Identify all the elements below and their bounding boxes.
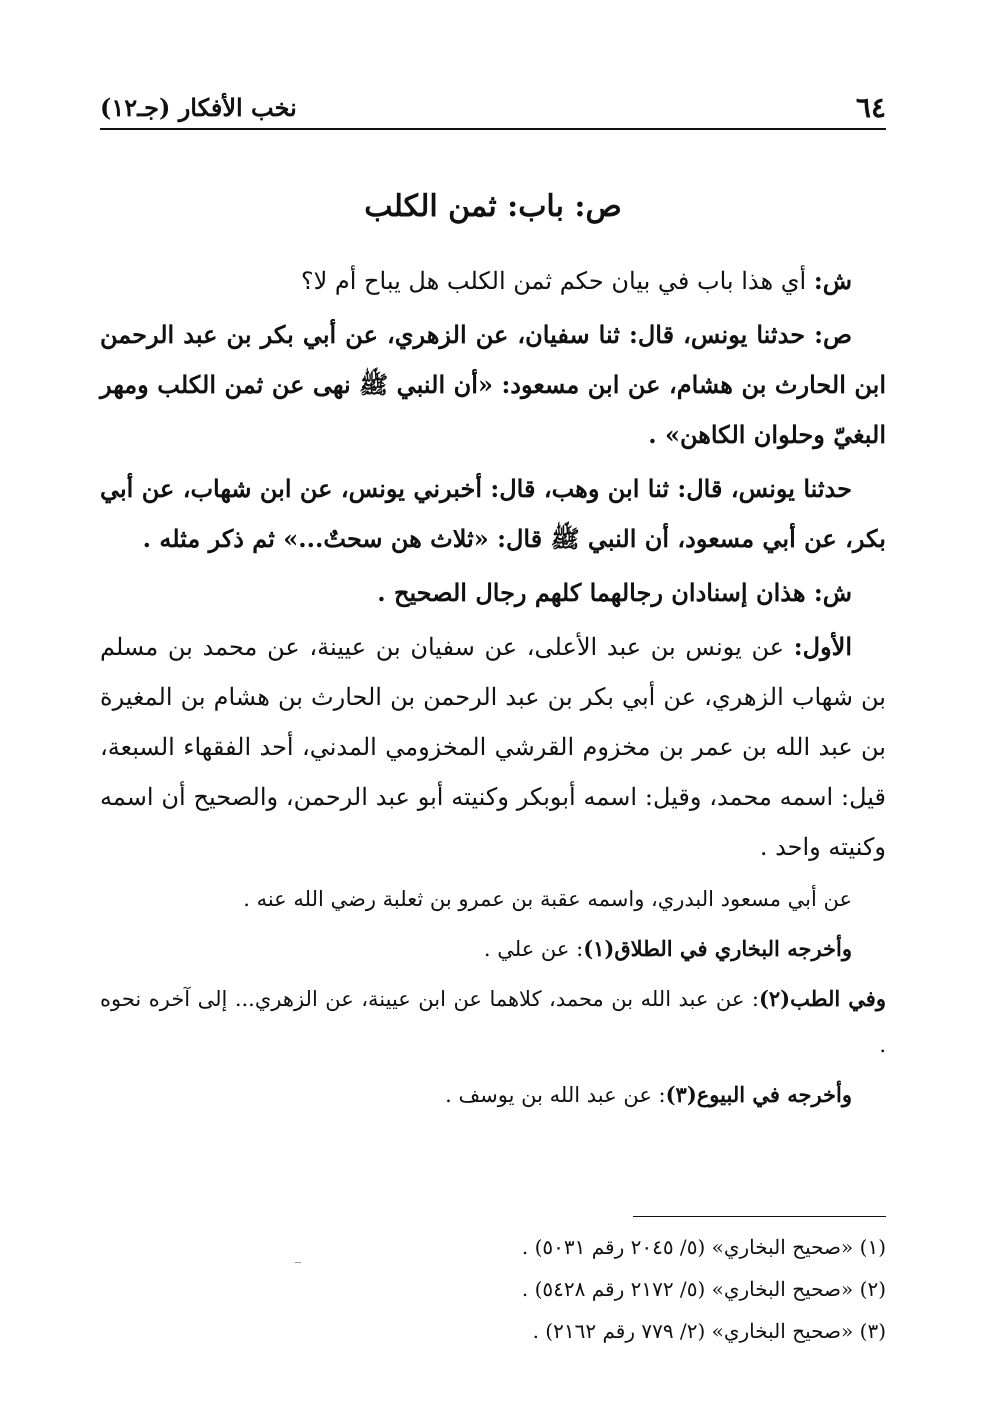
paragraph: [100, 464, 886, 564]
paragraph-text: عن يونس بن عبد الأعلى، عن سفيان بن عيينة، عن محمد بن مسلم بن شهاب الزهري، عن أبي بكر بن عبد الرحمن بن الحارث بن هشام بن المغيرة بن عبد الله بن عمر بن مخزوم القرشي المخزومي المدني، أحد الفقهاء السبعة، قيل: اسمه محمد، وقيل: اسمه أبوبكر وكنيته أبو عبد الرحمن، والصحيح أن اسمه وكنيته واحد .: [100, 633, 886, 861]
paragraph: [100, 876, 886, 922]
paragraph: [100, 256, 886, 306]
page-header: [100, 88, 886, 130]
running-title: نخب الأفكار (جـ١٢): [100, 93, 297, 122]
paragraph: [100, 622, 886, 872]
paragraph-lead: ص:: [814, 320, 852, 349]
paragraph-text: أي هذا باب في بيان حكم ثمن الكلب هل يباح أم لا؟: [300, 267, 814, 295]
paragraph-text: حدثنا يونس، قال: ثنا سفيان، عن الزهري، عن أبي بكر بن عبد الرحمن ابن الحارث بن هشام، عن ابن مسعود: «أن النبي ﷺ نهى عن ثمن الكلب ومهر البغيّ وحلوان الكاهن» .: [100, 320, 886, 449]
paragraph-lead: ش:: [813, 578, 852, 607]
body-text: [100, 256, 886, 1122]
paragraph: [100, 976, 886, 1068]
paragraph-text: : عن عبد الله بن محمد، كلاهما عن ابن عيينة، عن الزهري... إلى آخره نحوه .: [100, 987, 886, 1057]
paragraph-text: : عن عبد الله بن يوسف .: [445, 1083, 666, 1107]
paragraph: [100, 310, 886, 460]
paragraph-lead: الأول:: [793, 632, 852, 661]
page-number: ٦٤: [855, 91, 886, 124]
footnote: (٢) «صحيح البخاري» (٥/ ٢١٧٢ رقم ٥٤٢٨) .: [521, 1277, 886, 1301]
paragraph-text: حدثنا يونس، قال: ثنا ابن وهب، قال: أخبرني يونس، عن ابن شهاب، عن أبي بكر، عن أبي مسعود، أن النبي ﷺ قال: «ثلاث هن سحتٌ...» ثم ذكر مثله .: [100, 474, 886, 553]
paragraph-text: : عن علي .: [483, 937, 584, 961]
paragraph-lead: ش:: [813, 266, 852, 295]
footnotes: [100, 1226, 886, 1352]
paragraph-text: عن أبي مسعود البدري، واسمه عقبة بن عمرو بن ثعلبة رضي الله عنه .: [243, 887, 852, 911]
scan-mark: [295, 1262, 301, 1263]
paragraph-lead: وفي الطب(٢): [758, 986, 886, 1011]
paragraph-lead: وأخرجه البخاري في الطلاق(١): [583, 936, 852, 961]
paragraph-text: هذان إسنادان رجالهما كلهم رجال الصحيح .: [377, 578, 814, 607]
paragraph-lead: وأخرجه في البيوع(٣): [665, 1082, 852, 1107]
footnote: (١) «صحيح البخاري» (٥/ ٢٠٤٥ رقم ٥٠٣١) .: [521, 1235, 886, 1259]
footnote: (٣) «صحيح البخاري» (٢/ ٧٧٩ رقم ٢١٦٢) .: [532, 1319, 886, 1343]
paragraph: [100, 926, 886, 972]
footnote-divider: [633, 1216, 886, 1217]
chapter-title: ص: باب: ثمن الكلب: [364, 189, 622, 224]
paragraph: [100, 1072, 886, 1118]
paragraph: [100, 568, 886, 618]
